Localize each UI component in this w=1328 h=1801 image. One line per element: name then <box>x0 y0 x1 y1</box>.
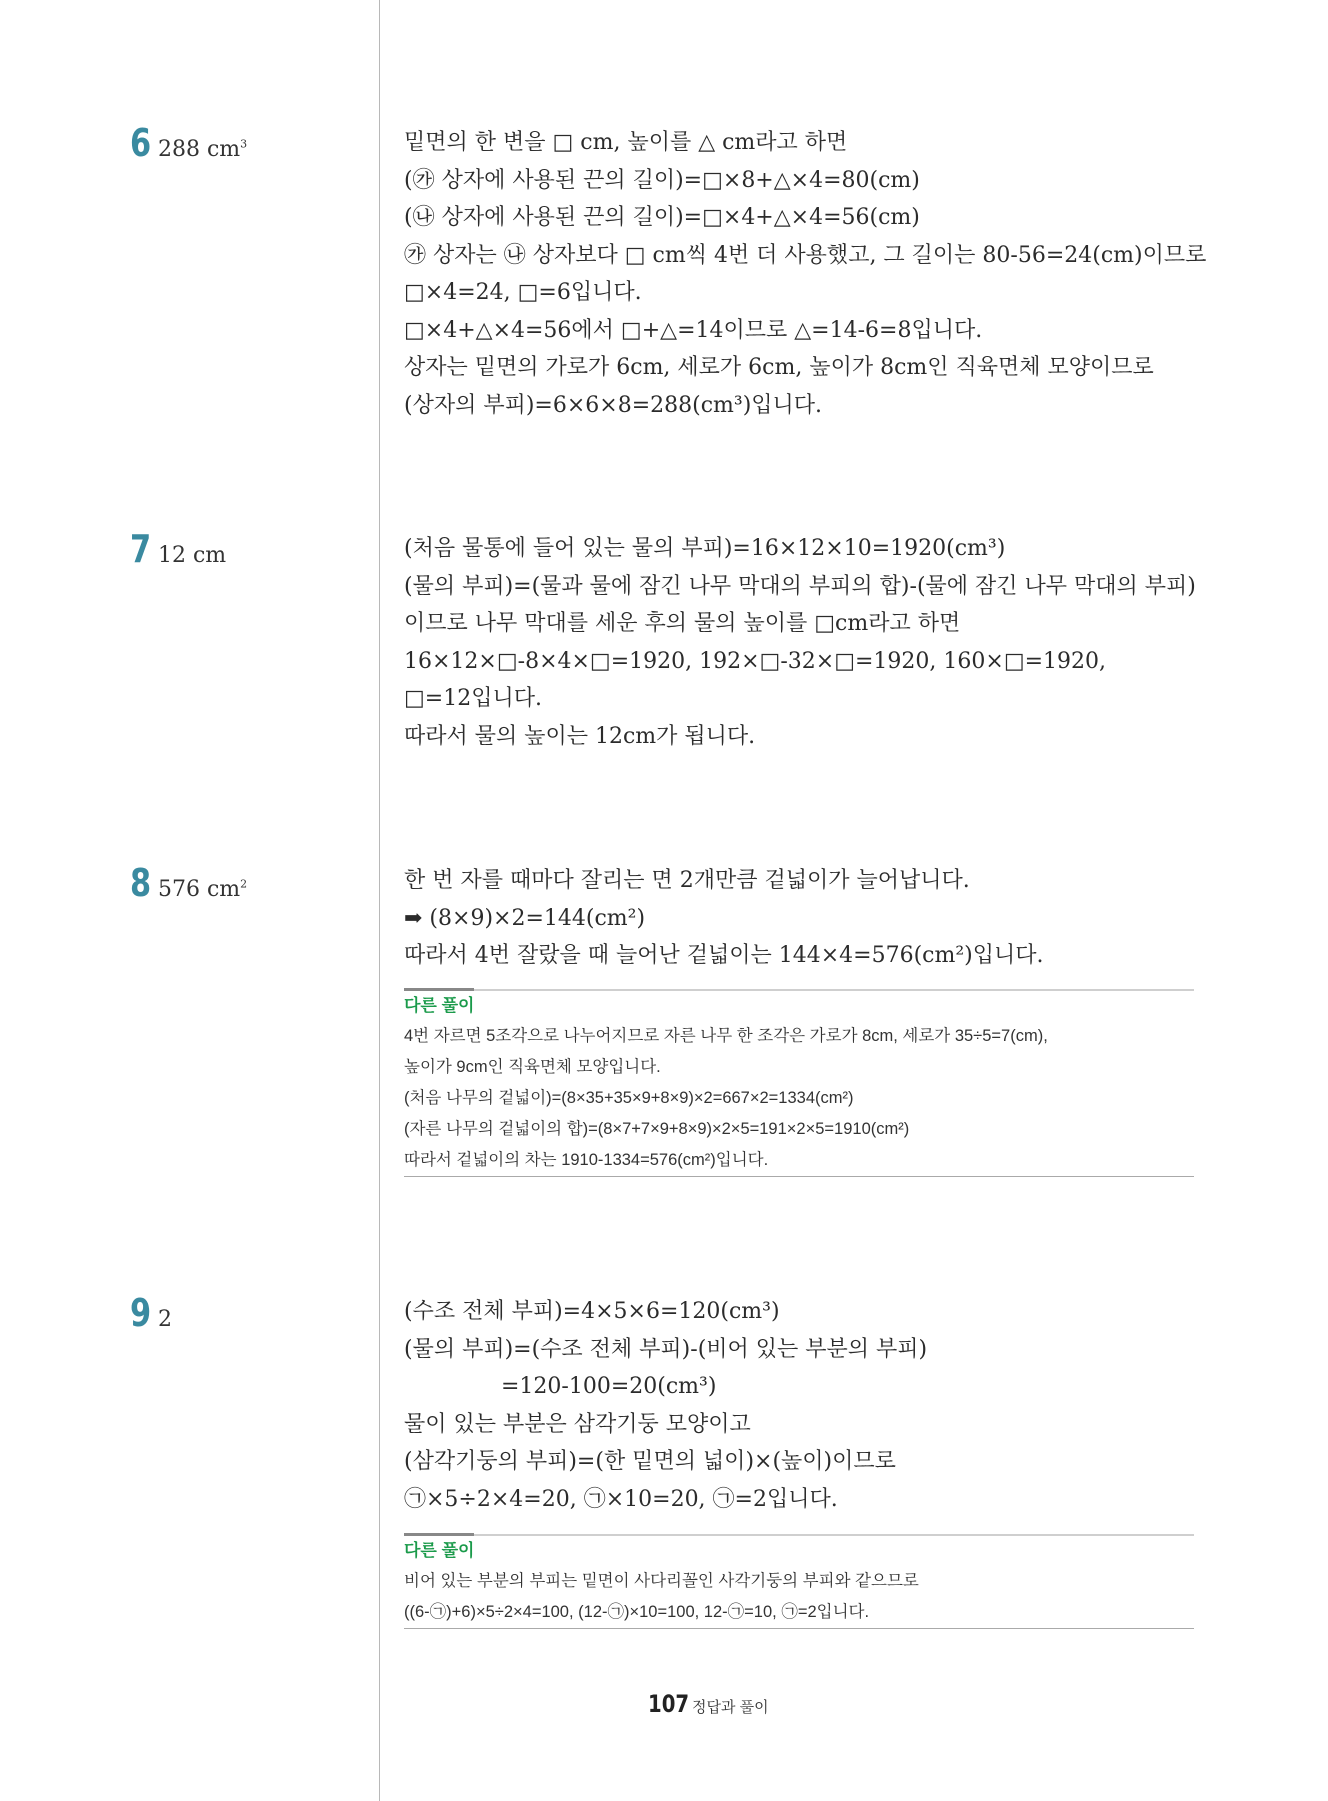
alt-line: 따라서 겉넓이의 차는 1910-1334=576(cm²)입니다. <box>404 1151 769 1169</box>
solution-line: (상자의 부피)=6×6×8=288(cm³)입니다. <box>404 392 823 418</box>
solution-7 <box>404 530 1204 755</box>
solution-8 <box>404 862 1204 975</box>
solution-line: 이므로 나무 막대를 세운 후의 물의 높이를 □cm라고 하면 <box>404 611 961 636</box>
solution-line: 16×12×□-8×4×□=1920, 192×□-32×□=1920, 160×□=1920, <box>404 648 1107 674</box>
solution-line: (수조 전체 부피)=4×5×6=120(cm³) <box>404 1299 780 1324</box>
answer-8 <box>130 861 247 905</box>
solution-line: □×4+△×4=56에서 □+△=14이므로 △=14-6=8입니다. <box>404 317 983 343</box>
answer-7 <box>130 527 226 571</box>
page-footer <box>648 1690 769 1718</box>
solution-line: (삼각기둥의 부피)=(한 밑면의 넓이)×(높이)이므로 <box>404 1449 896 1474</box>
answer-9 <box>130 1291 172 1335</box>
box-top-rule <box>404 1534 1194 1536</box>
answer-value: 2 <box>158 1307 172 1332</box>
solution-line: 한 번 자를 때마다 잘리는 면 2개만큼 겉넓이가 늘어납니다. <box>404 868 970 893</box>
solution-line: 따라서 4번 잘랐을 때 늘어난 겉넓이는 144×4=576(cm²)입니다. <box>404 943 1044 968</box>
solution-line: (㉮ 상자에 사용된 끈의 길이)=□×8+△×4=80(cm) <box>404 167 920 193</box>
solution-line: =120-100=20(cm³) <box>501 1374 717 1399</box>
solution-line: □×4=24, □=6입니다. <box>404 280 642 305</box>
alternative-solution-label: 다른 풀이 <box>404 996 475 1015</box>
column-divider <box>379 0 380 1801</box>
solution-line: 물이 있는 부분은 삼각기둥 모양이고 <box>404 1411 751 1437</box>
solution-line: (물의 부피)=(수조 전체 부피)-(비어 있는 부분의 부피) <box>404 1336 928 1362</box>
page-number: 107 <box>648 1690 690 1718</box>
alt-line: (자른 나무의 겉넓이의 합)=(8×7+7×9+8×9)×2×5=191×2×5=1910(cm²) <box>404 1120 910 1138</box>
alt-line: 높이가 9cm인 직육면체 모양입니다. <box>404 1058 661 1076</box>
answer-6 <box>130 121 247 165</box>
solution-line: (처음 물통에 들어 있는 물의 부피)=16×12×10=1920(cm³) <box>404 536 1006 561</box>
solution-line: □=12입니다. <box>404 686 542 711</box>
alt-line: 비어 있는 부분의 부피는 밑면이 사다리꼴인 사각기둥의 부피와 같으므로 <box>404 1572 919 1590</box>
alternative-solution-label: 다른 풀이 <box>404 1541 475 1560</box>
solution-line: 따라서 물의 높이는 12cm가 됩니다. <box>404 723 756 749</box>
question-number: 6 <box>130 121 152 165</box>
solution-line: 밑면의 한 변을 □ cm, 높이를 △ cm라고 하면 <box>404 130 848 155</box>
question-number: 9 <box>130 1291 152 1335</box>
solution-line: ➡ (8×9)×2=144(cm²) <box>404 905 646 931</box>
answer-value: 288 $cm^3$ <box>158 137 248 162</box>
alt-line: (처음 나무의 겉넓이)=(8×35+35×9+8×9)×2=667×2=1334(cm²) <box>404 1089 854 1107</box>
solution-9 <box>404 1293 1204 1518</box>
solution-6 <box>404 124 1207 424</box>
alt-line: 4번 자르면 5조각으로 나누어지므로 자른 나무 한 조각은 가로가 8cm, 세로가 35÷5=7(cm), <box>404 1027 1048 1045</box>
solution-line: ㉮ 상자는 ㉯ 상자보다 □ cm씩 4번 더 사용했고, 그 길이는 80-56=24(cm)이므로 <box>404 242 1207 268</box>
solution-line: (㉯ 상자에 사용된 끈의 길이)=□×4+△×4=56(cm) <box>404 205 920 230</box>
solution-line: (물의 부피)=(물과 물에 잠긴 나무 막대의 부피의 합)-(물에 잠긴 나무 막대의 부피) <box>404 573 1196 599</box>
alt-line: ((6-㉠)+6)×5÷2×4=100, (12-㉠)×10=100, 12-㉠=10, ㉠=2입니다. <box>404 1603 870 1621</box>
answer-value: 576 $cm^2$ <box>158 877 248 902</box>
page-title: 정답과 풀이 <box>692 1699 769 1716</box>
alternative-solution-9 <box>404 1534 1194 1629</box>
alternative-solution-8 <box>404 989 1194 1177</box>
answer-value: 12 cm <box>158 543 227 568</box>
solution-line: ㉠×5÷2×4=20, ㉠×10=20, ㉠=2입니다. <box>404 1486 838 1512</box>
box-top-rule <box>404 989 1194 991</box>
question-number: 8 <box>130 861 152 905</box>
solution-line: 상자는 밑면의 가로가 6cm, 세로가 6cm, 높이가 8cm인 직육면체 모양이므로 <box>404 355 1154 380</box>
question-number: 7 <box>130 527 152 571</box>
